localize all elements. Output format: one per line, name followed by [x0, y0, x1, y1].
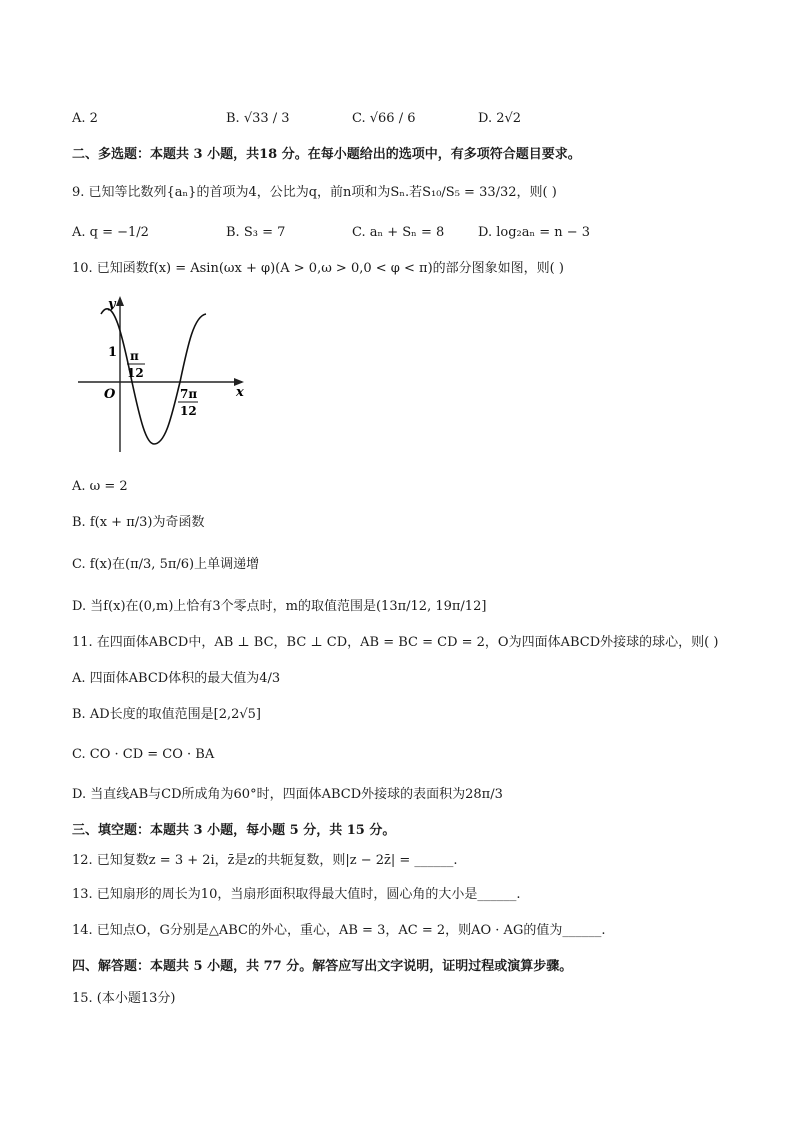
y-axis-label: y	[108, 297, 116, 312]
q8-option-b: B. √33 / 3	[226, 111, 290, 126]
x-tick-pi-12-den: 12	[127, 366, 144, 380]
q9-option-a: A. q = −1/2	[72, 225, 149, 240]
section-heading-solutions: 四、解答题：本题共 5 小题，共 77 分。解答应写出文字说明，证明过程或演算步骤。	[72, 959, 573, 974]
q10-option-b: B. f(x + π/3)为奇函数	[72, 515, 205, 530]
origin-label: O	[104, 387, 116, 402]
y-tick-one: 1	[108, 345, 118, 360]
y-axis-arrow-icon	[116, 296, 124, 306]
q15-heading: 15. (本小题13分)	[72, 991, 176, 1006]
q10-option-c: C. f(x)在(π/3, 5π/6)上单调递增	[72, 557, 260, 572]
q11-option-d: D. 当直线AB与CD所成角为60°时，四面体ABCD外接球的表面积为28π/3	[72, 787, 503, 802]
q10-option-a: A. ω = 2	[72, 479, 128, 494]
x-tick-7pi-12-num: 7π	[180, 387, 198, 401]
q10-option-d: D. 当f(x)在(0,m)上恰有3个零点时，m的取值范围是(13π/12, 19π/12]	[72, 599, 487, 614]
q9-option-b: B. S₃ = 7	[226, 225, 286, 240]
q8-option-c: C. √66 / 6	[352, 111, 416, 126]
q11-option-c: C. CO · CD = CO · BA	[72, 747, 215, 762]
q13: 13. 已知扇形的周长为10，当扇形面积取得最大值时，圆心角的大小是______.	[72, 887, 521, 902]
q11-option-a: A. 四面体ABCD体积的最大值为4/3	[72, 671, 281, 686]
x-tick-pi-12-num: π	[130, 349, 139, 363]
q8-option-a: A. 2	[72, 111, 98, 126]
q10-stem: 10. 已知函数f(x) = Asin(ωx + φ)(A > 0,ω > 0,0 < φ < π)的部分图象如图，则( )	[72, 261, 564, 276]
q9-stem: 9. 已知等比数列{aₙ}的首项为4，公比为q，前n项和为Sₙ.若S₁₀/S₅ = 33/32，则( )	[72, 185, 557, 200]
x-tick-7pi-12-den: 12	[180, 404, 197, 418]
q10-sine-graph	[74, 284, 254, 454]
section-heading-multi-choice: 二、多选题：本题共 3 小题，共18 分。在每小题给出的选项中，有多项符合题目要求。	[72, 147, 581, 162]
x-axis-label: x	[236, 385, 244, 400]
q9-option-d: D. log₂aₙ = n − 3	[478, 225, 591, 240]
q12: 12. 已知复数z = 3 + 2i，z̄是z的共轭复数，则|z − 2z̄| = ______.	[72, 853, 458, 868]
q14: 14. 已知点O，G分别是△ABC的外心，重心，AB = 3，AC = 2，则AO · AG的值为______.	[72, 923, 606, 938]
q8-option-d: D. 2√2	[478, 111, 522, 126]
q9-option-c: C. aₙ + Sₙ = 8	[352, 225, 445, 240]
q11-option-b: B. AD长度的取值范围是[2,2√5]	[72, 707, 262, 722]
q11-stem: 11. 在四面体ABCD中，AB ⊥ BC，BC ⊥ CD，AB = BC = CD = 2，O为四面体ABCD外接球的球心，则( )	[72, 635, 719, 650]
section-heading-fill-blank: 三、填空题：本题共 3 小题，每小题 5 分，共 15 分。	[72, 823, 396, 838]
sine-curve	[101, 309, 206, 444]
